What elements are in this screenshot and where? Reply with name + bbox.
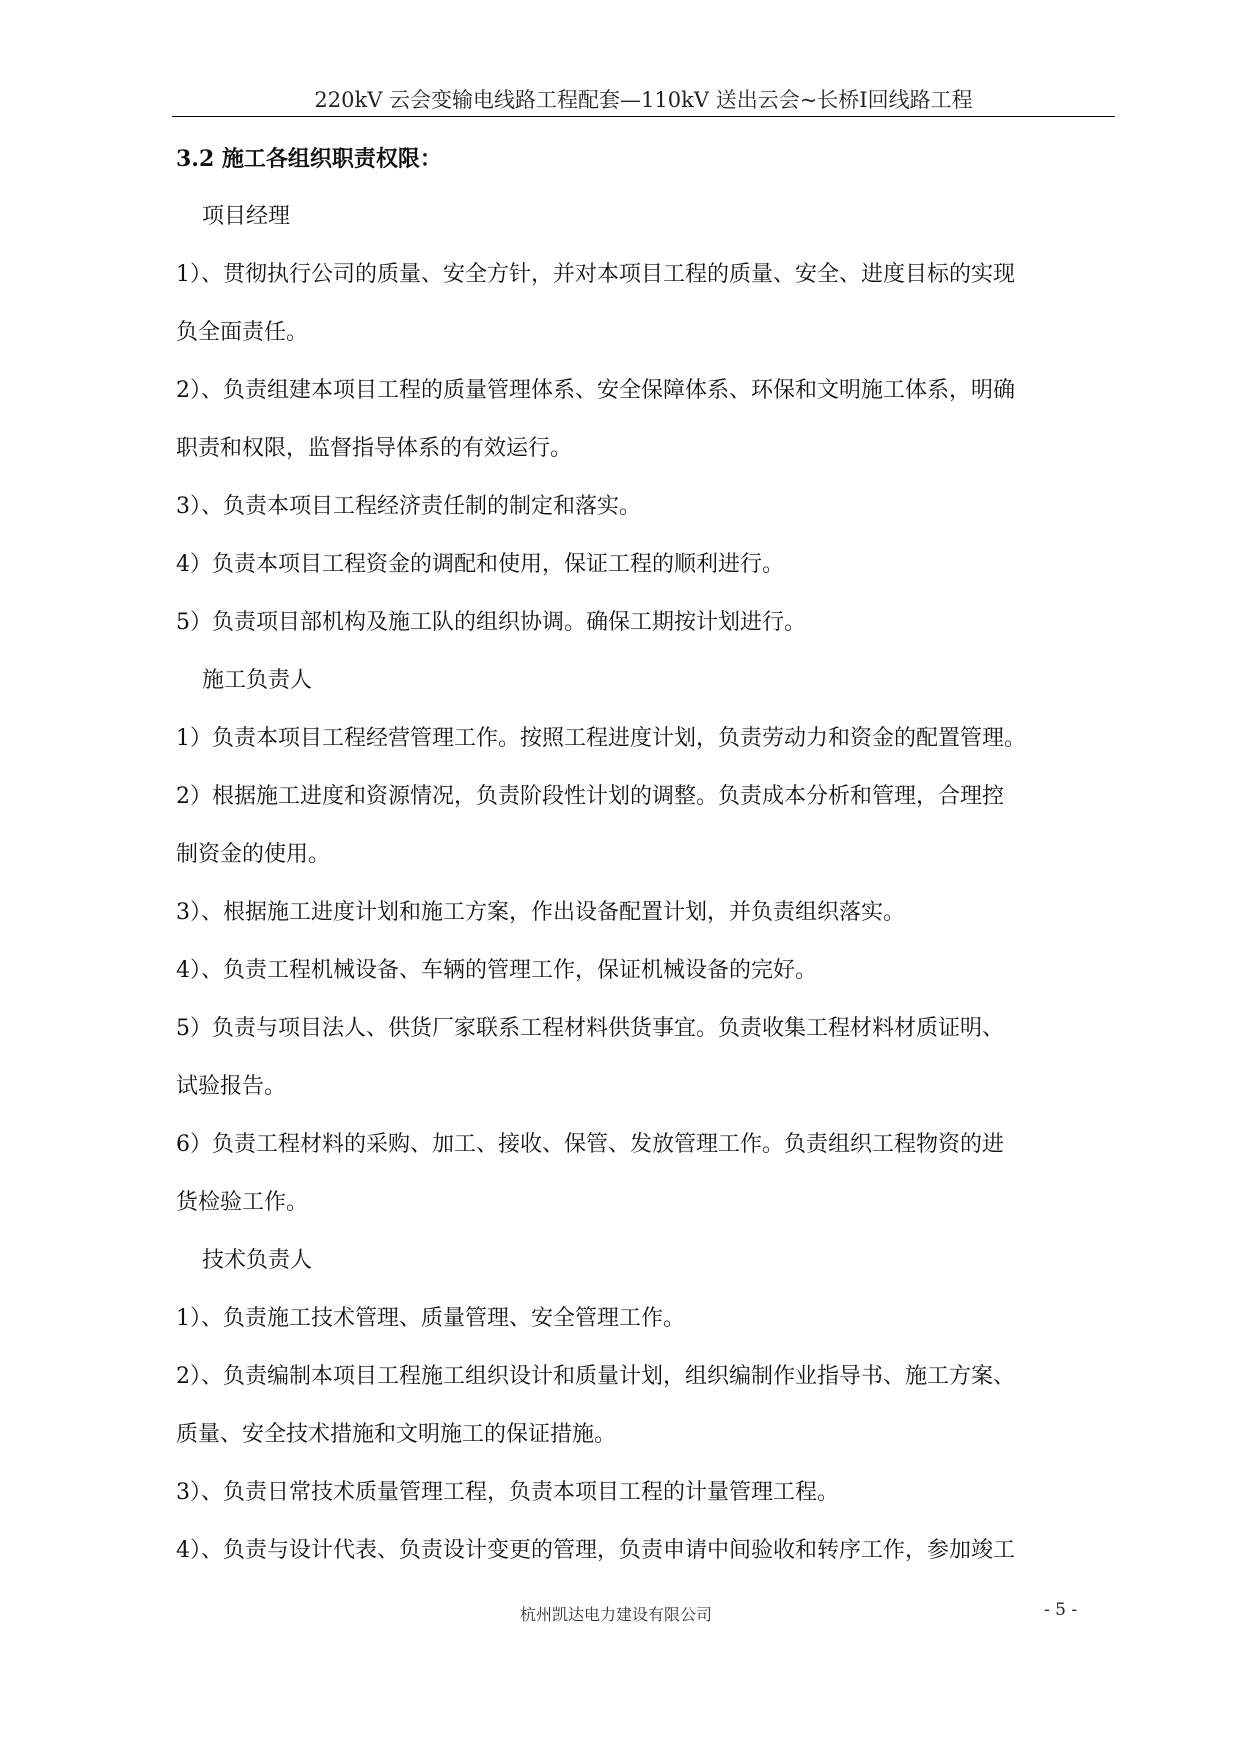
paragraph-line: 1）、负责施工技术管理、质量管理、安全管理工作。: [176, 1306, 685, 1331]
paragraph-line: 4）负责本项目工程资金的调配和使用，保证工程的顺利进行。: [176, 552, 784, 577]
paragraph-line: 4）、负责工程机械设备、车辆的管理工作，保证机械设备的完好。: [176, 958, 817, 983]
role-heading-technical-lead: 技术负责人: [202, 1248, 313, 1273]
page-number: - 5 -: [1044, 1600, 1078, 1620]
header-title: 220kV 云会变输电线路工程配套—110kV 送出云会~长桥Ⅰ回线路工程: [314, 88, 973, 112]
paragraph-line: 试验报告。: [176, 1074, 287, 1099]
paragraph-line: 质量、安全技术措施和文明施工的保证措施。: [176, 1422, 617, 1447]
paragraph-line: 2）、负责编制本项目工程施工组织设计和质量计划，组织编制作业指导书、施工方案、: [176, 1364, 1015, 1389]
paragraph-line: 职责和权限，监督指导体系的有效运行。: [176, 436, 573, 461]
paragraph-line: 5）负责与项目法人、供货厂家联系工程材料供货事宜。负责收集工程材料材质证明、: [176, 1016, 1004, 1041]
paragraph-line: 货检验工作。: [176, 1190, 309, 1215]
page-header: [172, 84, 1115, 117]
role-heading-project-manager: 项目经理: [202, 204, 291, 229]
paragraph-line: 2）、负责组建本项目工程的质量管理体系、安全保障体系、环保和文明施工体系，明确: [176, 378, 1015, 403]
paragraph-line: 4）、负责与设计代表、负责设计变更的管理，负责申请中间验收和转序工作，参加竣工: [176, 1538, 1015, 1563]
paragraph-line: 1）负责本项目工程经营管理工作。按照工程进度计划，负责劳动力和资金的配置管理。: [176, 726, 1026, 751]
paragraph-line: 负全面责任。: [176, 320, 309, 345]
footer-company: 杭州凯达电力建设有限公司: [520, 1605, 713, 1624]
section-title: 3.2 施工各组织职责权限：: [176, 146, 442, 172]
paragraph-line: 3）、负责本项目工程经济责任制的制定和落实。: [176, 494, 641, 519]
paragraph-line: 5）负责项目部机构及施工队的组织协调。确保工期按计划进行。: [176, 610, 806, 635]
paragraph-line: 制资金的使用。: [176, 842, 331, 867]
paragraph-line: 3）、根据施工进度计划和施工方案，作出设备配置计划，并负责组织落实。: [176, 900, 905, 925]
document-body: [176, 138, 1116, 1580]
paragraph-line: 1）、贯彻执行公司的质量、安全方针，并对本项目工程的质量、安全、进度目标的实现: [176, 262, 1015, 287]
paragraph-line: 3）、负责日常技术质量管理工程，负责本项目工程的计量管理工程。: [176, 1480, 839, 1505]
role-heading-construction-lead: 施工负责人: [202, 668, 313, 693]
paragraph-line: 6）负责工程材料的采购、加工、接收、保管、发放管理工作。负责组织工程物资的进: [176, 1132, 1004, 1157]
paragraph-line: 2）根据施工进度和资源情况，负责阶段性计划的调整。负责成本分析和管理，合理控: [176, 784, 1004, 809]
